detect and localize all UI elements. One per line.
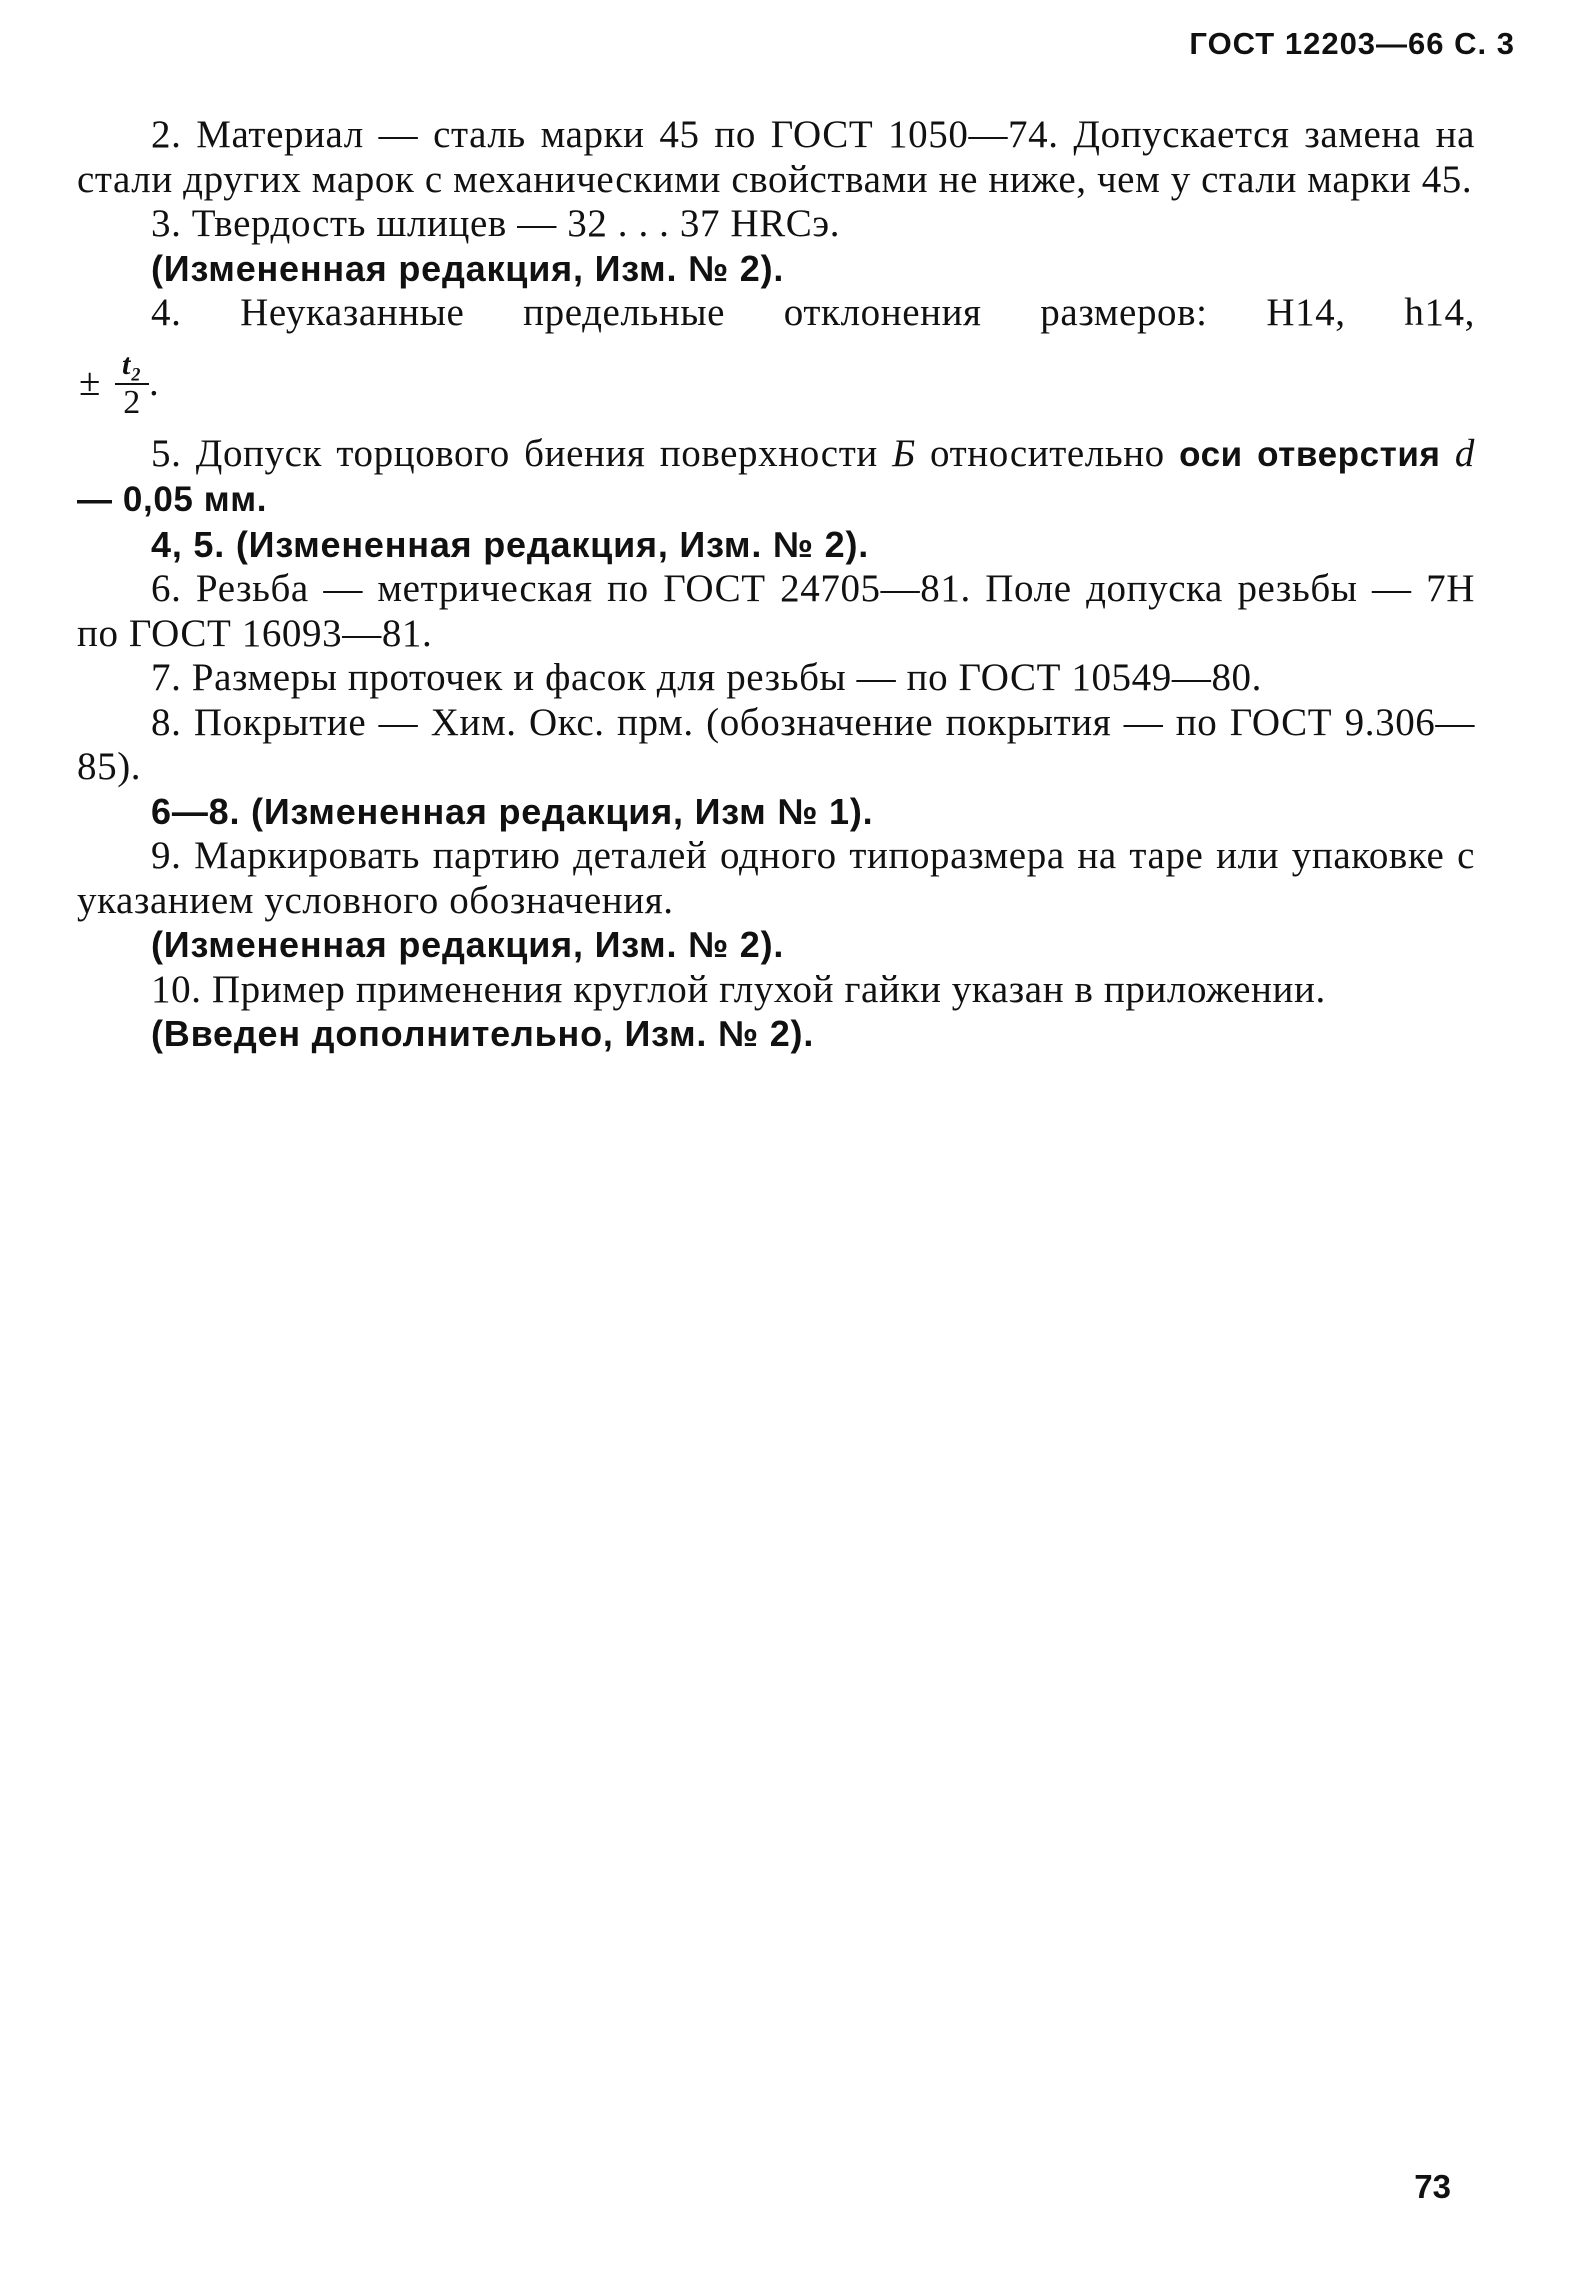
clause-2: 2. Материал — сталь марки 45 по ГОСТ 1050—74. Допускается замена на стали других марок с механическими свойствами не ниже, чем у стали марки 45.	[77, 113, 1475, 201]
fraction-denominator: 2	[123, 383, 141, 421]
clause-10: 10. Пример применения круглой глухой гайки указан в приложении.	[151, 967, 1326, 1011]
clause-7: 7. Размеры проточек и фасок для резьбы — по ГОСТ 10549—80.	[151, 656, 1262, 699]
tolerance-formula	[77, 336, 1475, 432]
amendment-note-4-5: 4, 5. (Измененная редакция, Изм. № 2).	[151, 523, 870, 565]
clause-9: 9. Маркировать партию деталей одного типоразмера на таре или упаковке с указанием условного обозначения.	[77, 834, 1475, 922]
fraction	[115, 347, 149, 421]
page-number: 73	[1414, 2168, 1451, 2205]
fraction-numerator: t₂	[122, 347, 143, 381]
running-header: ГОСТ 12203—66 С. 3	[1189, 26, 1515, 61]
amendment-note-9: (Измененная редакция, Изм. № 2).	[151, 924, 785, 965]
clause-6: 6. Резьба — метрическая по ГОСТ 24705—81. Поле допуска резьбы — 7H по ГОСТ 16093—81.	[77, 567, 1475, 655]
clause-5-part-f: — 0,05 мм.	[77, 480, 268, 519]
clause-8: 8. Покрытие — Хим. Окс. прм. (обозначение покрытия — по ГОСТ 9.306—85).	[77, 700, 1475, 788]
clause-5-part-c: относительно	[930, 431, 1165, 475]
amendment-note-3: (Измененная редакция, Изм. № 2).	[151, 247, 785, 289]
amendment-note-6-8: 6—8. (Измененная редакция, Изм № 1).	[151, 790, 874, 832]
document-body	[77, 113, 1475, 1057]
hole-d-label: d	[1454, 431, 1475, 475]
formula-period: .	[149, 361, 160, 405]
clause-4: 4. Неуказанные предельные отклонения размеров: H14, h14,	[151, 291, 1475, 334]
surface-b-label: Б	[892, 431, 916, 475]
amendment-note-10: (Введен дополнительно, Изм. № 2).	[151, 1013, 815, 1054]
plus-minus-sign: ±	[79, 361, 102, 405]
clause-5-part-a: 5. Допуск торцового биения поверхности	[151, 431, 878, 475]
clause-5-part-d: оси отверстия	[1179, 434, 1441, 474]
clause-3: 3. Твердость шлицев — 32 . . . 37 HRCэ.	[151, 202, 841, 245]
clause-5	[77, 432, 1475, 523]
